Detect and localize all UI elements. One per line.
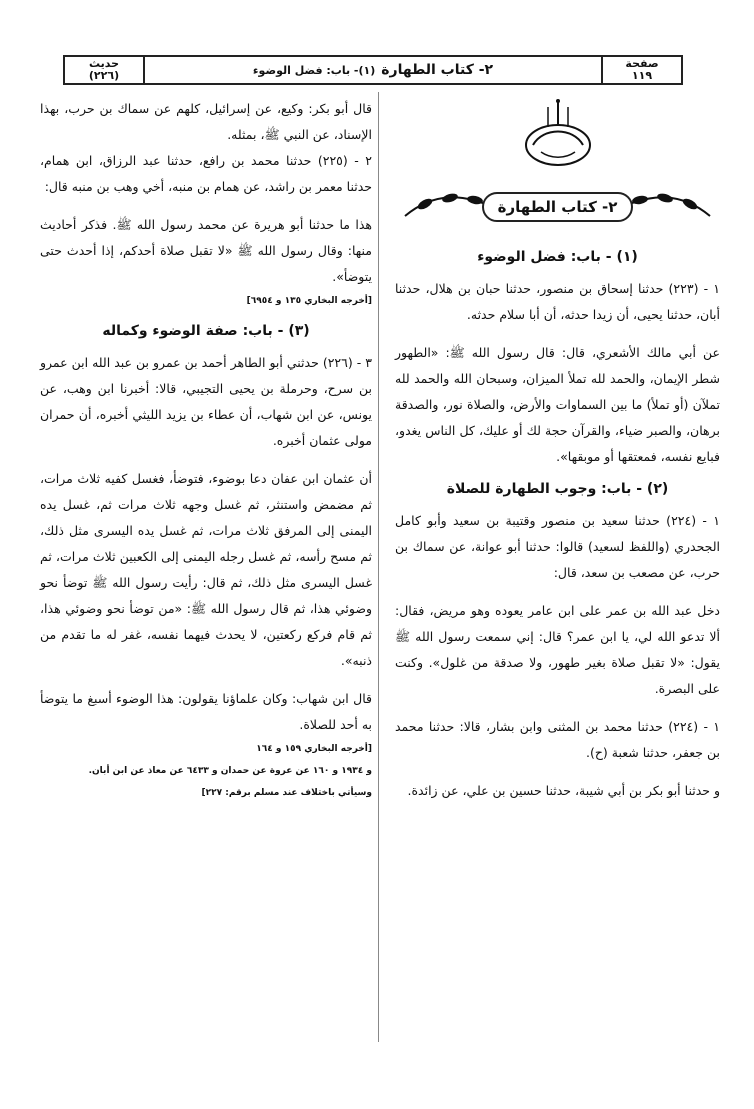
- reference-part-2: ١٣٥ و ٦٩٥٤]: [246, 296, 302, 306]
- book-title: ٢- كتاب الطهارة: [482, 192, 634, 222]
- header-title: [145, 57, 601, 83]
- page-number: ١١٩: [631, 69, 653, 82]
- left-column: [40, 96, 372, 804]
- header-chapter: (١)- باب: فضل الوضوء: [252, 63, 376, 77]
- hadith-226-reference-c: وسيأتي باختلاف عند مسلم برقم: ٢٢٧]: [201, 788, 372, 798]
- running-header: [63, 55, 683, 85]
- hadith-224-second-isnad: ١ - (٢٢٤) حدثنا محمد بن المثنى وابن بشار، قالا: حدثنا محمد بن جعفر، حدثنا شعبة (ح).: [395, 719, 720, 760]
- column-divider: [378, 92, 379, 1042]
- chapter-heading-1: (١) - باب: فضل الوضوء: [477, 249, 638, 265]
- hadith-226-matn: أن عثمان ابن عفان دعا بوضوء، فتوضأ، فغسل كفيه ثلاث مرات، ثم مضمض واستنثر، ثم غسل وجهه ثلاث مرات ثم، غسل يده اليمنى إلى المرفق ثلاث مرات، ثم غسل يده اليسرى مثل ذلك، ثم مسح رأسه، ثم غسل رجله اليمنى إلى الكعبين ثلاث مرات، ثم غسل اليسرى مثل ذلك، ثم قال: رأيت رسول الله ﷺ توضأ نحو وضوئي هذا، ثم قال رسول الله ﷺ: «من توضأ نحو وضوئي هذا، ثم قام فركع ركعتين، لا يحدث فيهما نفسه، غفر له ما تقدم من ذنبه».: [40, 471, 372, 668]
- header-book: ٢- كتاب الطهارة: [381, 62, 494, 78]
- calligraphy-seal: [395, 96, 720, 176]
- hadith-223-isnad: ١ - (٢٢٣) حدثنا إسحاق بن منصور، حدثنا حبان بن هلال، حدثنا أبان، حدثنا يحيى، أن زيدا حدثه، أن أبا سلام حدثه.: [395, 281, 720, 322]
- hadith-224-matn: دخل عبد الله بن عمر على ابن عامر يعوده وهو مريض، فقال: ألا تدعو الله لي، يا ابن عمر؟ قال: إني سمعت رسول الله ﷺ يقول: «لا تقبل صلاة بغير طهور، ولا صدقة من غلول». وكنت على البصرة.: [395, 603, 720, 696]
- hadith-225-isnad: ٢ - (٢٢٥) حدثنا محمد بن رافع، حدثنا عبد الرزاق، ابن همام، حدثنا معمر بن راشد، عن همام بن منبه، أخي وهب بن منبه قال:: [40, 153, 372, 194]
- hadith-224-continuation: قال أبو بكر: وكيع، عن إسرائيل، كلهم عن سماك بن حرب، بهذا الإسناد، عن النبي ﷺ، بمثله.: [40, 101, 372, 142]
- page-number-box: [601, 57, 681, 83]
- hadith-225-matn: هذا ما حدثنا أبو هريرة عن محمد رسول الله ﷺ. فذكر أحاديث منها: وقال رسول الله ﷺ «لا تقبل صلاة أحدكم، إذا أحدث حتى يتوضأ».: [40, 217, 372, 284]
- right-column: [395, 96, 720, 804]
- hadith-226-tail: قال ابن شهاب: وكان علماؤنا يقولون: هذا الوضوء أسبغ ما يتوضأ به أحد للصلاة.: [40, 691, 372, 732]
- chapter-heading-2: (٢) - باب: وجوب الطهارة للصلاة: [446, 481, 669, 497]
- hadith-224-isnad: ١ - (٢٢٤) حدثنا سعيد بن منصور وقتيبة بن سعيد وأبو كامل الجحدري (واللفظ لسعيد) قالوا: حدثنا أبو عوانة، عن سماك بن حرب، عن مصعب بن سعد، قال:: [395, 513, 720, 580]
- reference-part-1: [أخرجه البخاري: [304, 296, 372, 306]
- bismillah-seal-icon: [513, 97, 603, 175]
- hadith-224-third-isnad: و حدثنا أبو بكر بن أبي شيبة، حدثنا حسين بن علي، عن زائدة.: [407, 783, 720, 798]
- hadith-number-box: [65, 57, 145, 83]
- page-label: صفحة: [625, 57, 659, 70]
- hadith-range: (٢٢٦): [88, 69, 120, 82]
- book-banner: [395, 176, 720, 238]
- hadith-label: حديث: [88, 57, 120, 70]
- hadith-225-reference: [40, 290, 372, 312]
- chapter-heading-3: (٣) - باب: صفة الوضوء وكماله: [102, 323, 310, 339]
- hadith-226-isnad: ٣ - (٢٢٦) حدثني أبو الطاهر أحمد بن عمرو بن عبد الله ابن عمرو بن سرح، وحرملة بن يحيى التجيبي، قالا: أخبرنا ابن وهب، عن يونس، عن ابن شهاب، أن عطاء بن يزيد الليثي أخبره، أن حمران مولى عثمان أخبره.: [40, 355, 372, 448]
- hadith-226-reference-a: [أخرجه البخاري ١٥٩ و ١٦٤: [256, 744, 372, 754]
- hadith-223-matn: عن أبي مالك الأشعري، قال: قال رسول الله ﷺ: «الطهور شطر الإيمان، والحمد لله تملأ الميزان، وسبحان الله والحمد لله تملآن (أو تملأ) ما بين السماوات والأرض، والصلاة نور، والصدقة برهان، والصبر ضياء، والقرآن حجة لك أو عليك، كل الناس يغدو، فبايع نفسه، فمعتقها أو موبقها».: [395, 345, 720, 464]
- hadith-226-reference-b: و ١٩٣٤ و ١٦٠ عن عروة عن حمدان و ٦٤٣٣ عن معاذ عن ابن أبان.: [88, 766, 372, 776]
